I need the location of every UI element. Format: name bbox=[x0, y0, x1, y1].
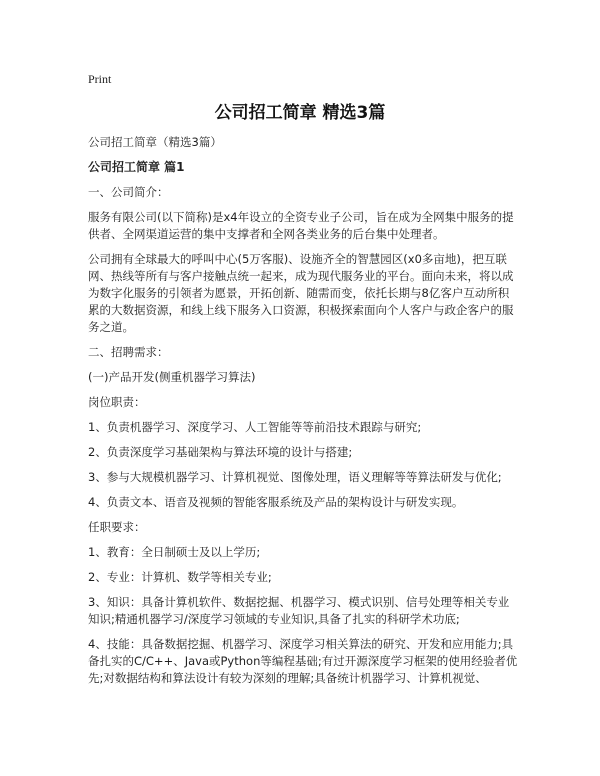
requirement-item-1: 1、教育：全日制硕士及以上学历; bbox=[88, 545, 261, 559]
intro-paragraph-1: 服务有限公司(以下简称)是x4年设立的全资专业子公司，旨在成为全网集中服务的提供者、全网渠道运营的集中支撑者和全网各类业务的后台集中处理者。 bbox=[88, 210, 514, 241]
recruit-heading: 二、招聘需求： bbox=[88, 345, 169, 359]
print-link[interactable]: Print bbox=[88, 72, 112, 86]
requirement-item-2: 2、专业：计算机、数学等相关专业; bbox=[88, 570, 272, 584]
subtitle: 公司招工简章（精选3篇） bbox=[88, 135, 222, 149]
duty-item-1: 1、负责机器学习、深度学习、人工智能等等前沿技术跟踪与研究; bbox=[88, 420, 422, 434]
intro-heading: 一、公司简介： bbox=[88, 185, 169, 199]
duty-item-2: 2、负责深度学习基础架构与算法环境的设计与搭建; bbox=[88, 445, 353, 459]
requirement-item-4: 4、技能：具备数据挖掘、机器学习、深度学习相关算法的研究、开发和应用能力;具备扎实的C/C++、Java或Python等编程基础;有过开源深度学习框架的使用经验者优先;对数据结构和算法设计有较为深刻的理解;具备统计机器学习、计算机视觉、 bbox=[88, 637, 518, 685]
intro-paragraph-2: 公司拥有全球最大的呼叫中心(5万客服)、设施齐全的智慧园区(x0多亩地)，把互联网、热线等所有与客户接触点统一起来，成为现代服务业的平台。面向未来，将以成为数字化服务的引领者为愿景，开拓创新、随需而变，依托长期与8亿客户互动所积累的大数据资源，和线上线下服务入口资源，积极探索面向个人客户与政企客户的服务之道。 bbox=[88, 252, 514, 334]
product-heading: (一)产品开发(侧重机器学习算法) bbox=[88, 370, 256, 384]
requirement-heading: 任职要求： bbox=[88, 520, 146, 534]
duty-item-3: 3、参与大规模机器学习、计算机视觉、图像处理，语义理解等等算法研发与优化; bbox=[88, 470, 502, 484]
duty-heading: 岗位职责： bbox=[88, 395, 146, 409]
duty-item-4: 4、负责文本、语音及视频的智能客服系统及产品的架构设计与研发实现。 bbox=[88, 495, 464, 509]
requirement-item-3: 3、知识：具备计算机软件、数据挖掘、机器学习、模式识别、信号处理等相关专业知识;精通机器学习/深度学习领域的专业知识,具备了扎实的科研学术功底; bbox=[88, 595, 510, 626]
document-body bbox=[88, 134, 518, 695]
page-title: 公司招工简章 精选3篇 bbox=[214, 103, 386, 123]
section-heading: 公司招工简章 篇1 bbox=[88, 160, 185, 174]
